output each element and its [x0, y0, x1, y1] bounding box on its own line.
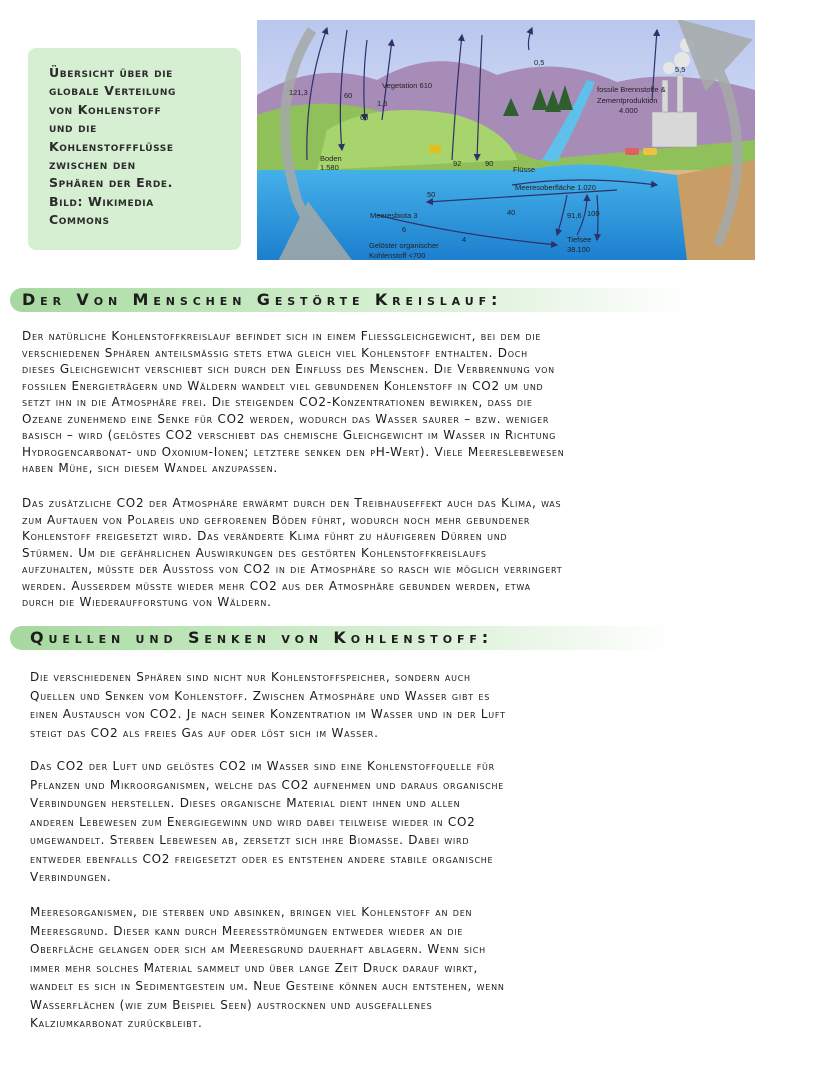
label-60a: 60: [344, 91, 353, 100]
label-fluesse: Flüsse: [513, 165, 536, 174]
label-fossil-value: 4.000: [619, 106, 638, 115]
label-90: 90: [485, 159, 494, 168]
label-boden-value: 1.580: [320, 163, 339, 172]
label-fossil-2: Zementproduktion: [597, 96, 658, 105]
section-heading: Der Von Menschen Gestörte Kreislauf:: [22, 290, 503, 309]
label-fossil-1: fossile Brennstoffe &: [597, 85, 666, 94]
tractor: [429, 145, 441, 153]
label-100: 100: [587, 209, 600, 218]
label-121-3: 121,3: [289, 88, 308, 97]
paragraph: Meeresorganismen, die sterben und absinken, bringen viel Kohlenstoff an den Meeresgrund. Dieser kann durch Meeresströmungen entweder wieder an die Oberfläche gelangen oder sich am Meeresgrund dauerhaft ablagern. Wenn sich immer mehr solches Material sammelt und über lange Zeit Druck darauf wirkt, wandelt es sich in Sedimentgestein um. Neue Gesteine können auch entstehen, wenn Wasserflächen (wie zum Beispiel Seen) austrocknen und ausgefallenes Kalziumkarbonat zurückbleibt.: [30, 905, 505, 1030]
car: [643, 148, 657, 155]
figure-caption: Übersicht über die globale Verteilung von Kohlenstoff und die Kohlenstoffflüsse zwischen den Sphären der Erde. Bild: Wikimedia Commons: [49, 65, 176, 228]
paragraph: Das zusätzliche CO2 der Atmosphäre erwärmt durch den Treibhauseffekt auch das Klima, was zum Auftauen von Polareis und gefrorenen Böden führt, wodurch noch mehr gebundener Kohlenstoff freigesetzt wird. Das veränderte Klima führt zu häufigeren Dürren und Stürmen. Um die gefährlichen Auswirkungen des gestörten Kohlenstoffkreislaufs aufzuhalten, müsste der Ausstoss von CO2 in die Atmosphäre so rasch wie möglich verringert werden. Ausserdem müsste wieder mehr CO2 aus der Atmosphäre gebunden werden, etwa durch die Wiederaufforstung von Wäldern.: [22, 496, 563, 609]
label-5-5: 5,5: [675, 65, 686, 74]
label-91-6: 91,6: [567, 211, 582, 220]
section-heading-bar: [10, 626, 675, 650]
car: [625, 148, 639, 155]
paragraph: Das CO2 der Luft und gelöstes CO2 im Wasser sind eine Kohlenstoffquelle für Pflanzen und Mikroorganismen, welche das CO2 aufnehmen und daraus organische Verbindungen herstellen. Dieses organische Material dient ihnen und allen anderen Lebewesen zum Energiegewinn und wird dabei teilweise wieder in CO2 umgewandelt. Sterben Lebewesen ab, zersetzt sich ihre Biomasse. Dabei wird entweder ebenfalls CO2 freigesetzt oder es entstehen andere stabile organische Verbindungen.: [30, 759, 505, 884]
paragraph: Der natürliche Kohlenstoffkreislauf befindet sich in einem Fliessgleichgewicht, bei dem die verschiedenen Sphären anteilsmässig stets etwa gleich viel Kohlenstoff enthalten. Doch dieses Gleichgewicht verschiebt sich durch den Einfluss des Menschen. Die Verbrennung von fossilen Energieträgern und Wäldern wandelt viel gebundenen Kohlenstoff in CO2 um und setzt ihn in die Atmosphäre frei. Die steigenden CO2-Konzentrationen bewirken, dass die Ozeane zunehmend eine Senke für CO2 werden, wodurch das Wasser saurer – bzw. weniger basisch – wird (gelöstes CO2 verschiebt das chemische Gleichgewicht im Wasser in Richtung Hydrogencarbonat- und Oxonium-Ionen; letztere senken den pH-Wert). Viele Meereslebewesen haben Mühe, sich diesem Wandel anzupassen.: [22, 329, 565, 475]
label-tiefsee-value: 38.100: [567, 245, 590, 254]
label-meeresoberflaeche: Meeresoberfläche 1.020: [515, 183, 596, 192]
label-geloest-1: Gelöster organischer: [369, 241, 439, 250]
label-0-5: 0,5: [534, 58, 545, 67]
section-heading: Quellen und Senken von Kohlenstoff:: [30, 628, 494, 647]
label-boden: Boden: [320, 154, 342, 163]
label-40: 40: [507, 208, 516, 217]
label-geloest-2: Kohlenstoff <700: [369, 251, 426, 260]
label-1-6: 1,6: [377, 99, 388, 108]
label-50: 50: [427, 190, 436, 199]
carbon-cycle-diagram: [257, 20, 755, 260]
label-vegetation: Vegetation 610: [382, 81, 433, 90]
label-92: 92: [453, 159, 462, 168]
label-4: 4: [462, 235, 467, 244]
figure-caption-box: [28, 48, 241, 250]
label-meeresbiota: Meeresbiota 3: [370, 211, 418, 220]
label-6: 6: [402, 225, 407, 234]
label-60b: 60: [360, 113, 369, 122]
deep-rock: [677, 160, 755, 260]
paragraph: Die verschiedenen Sphären sind nicht nur Kohlenstoffspeicher, sondern auch Quellen und Senken vom Kohlenstoff. Zwischen Atmosphäre und Wasser gibt es einen Austausch von CO2. Je nach seiner Konzentration im Wasser und in der Luft steigt das CO2 als freies Gas auf oder löst sich im Wasser.: [30, 670, 506, 740]
label-tiefsee: Tiefsee: [567, 235, 592, 244]
section-heading-bar: [10, 288, 690, 312]
